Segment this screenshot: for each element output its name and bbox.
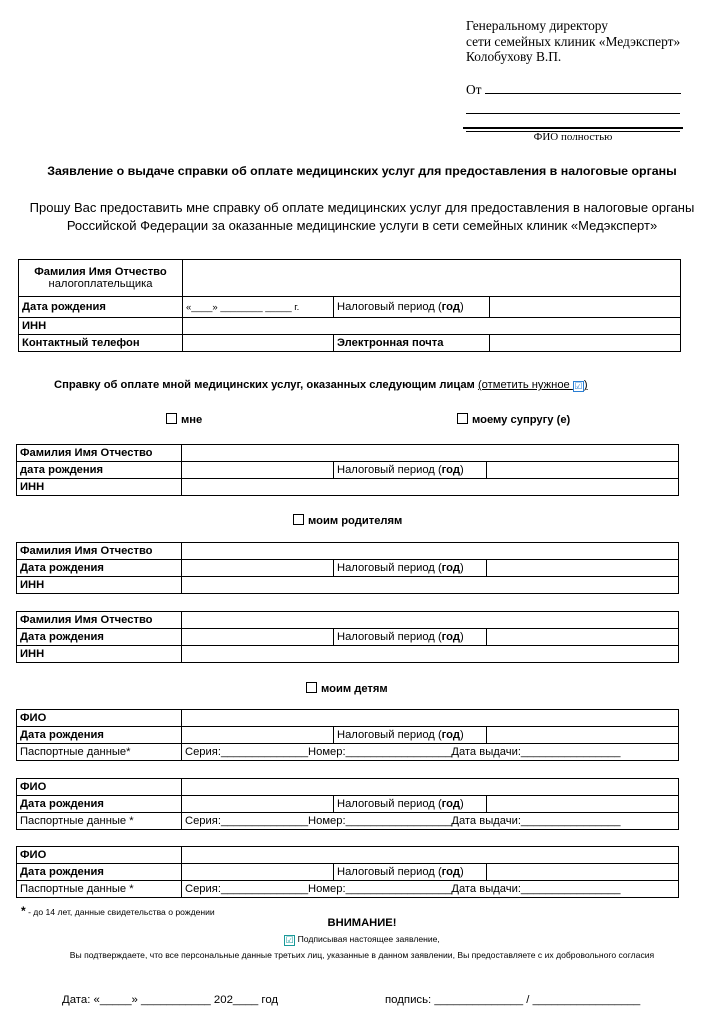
spouse-dob-field[interactable] (182, 462, 334, 479)
spouse-period-label (334, 462, 487, 479)
applicant-inn-label: ИНН (19, 318, 183, 335)
child-2-passport-field[interactable] (182, 813, 679, 830)
child-3-period-label (334, 864, 487, 881)
applicant-period-field[interactable] (490, 297, 681, 318)
choice-me-label: мне (181, 414, 203, 426)
period-year: год (441, 866, 460, 878)
child-2-period-label (334, 796, 487, 813)
child-3-fio-field[interactable] (182, 847, 679, 864)
parent-2-table (16, 611, 679, 663)
spouse-period-field[interactable] (487, 462, 679, 479)
fio-caption: ФИО полностью (463, 127, 683, 143)
persons-heading-text: Справку об оплате мной медицинских услуг, оказанных следующим лицам (54, 379, 475, 391)
parent-1-fio-label: Фамилия Имя Отчество (17, 543, 182, 560)
child-2-dob-field[interactable] (182, 796, 334, 813)
passport-series: Серия:______________ (185, 883, 309, 895)
child-3-passport-field[interactable] (182, 881, 679, 898)
passport-issued: Дата выдачи:________________ (451, 883, 621, 895)
period-pre: Налоговый период ( (337, 464, 442, 476)
choice-spouse-label: моему супругу (е) (472, 414, 571, 426)
signature-line[interactable]: подпись: ______________ / _________________ (385, 994, 641, 1006)
persons-heading (54, 379, 588, 392)
passport-issued: Дата выдачи:________________ (451, 815, 621, 827)
applicant-inn-field[interactable] (183, 318, 681, 335)
period-pre: Налоговый период ( (337, 798, 442, 810)
child-2-period-field[interactable] (487, 796, 679, 813)
spouse-table (16, 444, 679, 496)
passport-number: Номер:_________________ (308, 883, 452, 895)
parent-1-dob-label: Дата рождения (17, 560, 182, 577)
passport-number: Номер:_________________ (308, 815, 452, 827)
spouse-dob-label: дата рождения (17, 462, 182, 479)
parent-1-dob-field[interactable] (182, 560, 334, 577)
check-icon: ☑ (285, 935, 294, 945)
period-post: ) (459, 631, 464, 643)
consent-note: Вы подтверждаете, что все персональные данные третьих лиц, указанные в данном заявлении, Вы предоставляете с их добровольного согласия (69, 950, 655, 960)
period-pre: Налоговый период ( (337, 301, 442, 313)
persons-heading-note (478, 379, 588, 391)
signing-note (0, 934, 724, 946)
child-2-dob-label: Дата рождения (17, 796, 182, 813)
period-post: ) (459, 301, 464, 313)
footnote-star: * (21, 904, 26, 918)
child-2-table (16, 778, 679, 830)
child-1-table (16, 709, 679, 761)
parent-1-period-field[interactable] (487, 560, 679, 577)
child-1-passport-field[interactable] (182, 744, 679, 761)
applicant-dob-label: Дата рождения (19, 297, 183, 318)
document-title: Заявление о выдаче справки об оплате медицинских услуг для предоставления в налоговые органы (47, 164, 677, 178)
parent-2-inn-label: ИНН (17, 646, 182, 663)
period-post: ) (459, 729, 464, 741)
applicant-phone-field[interactable] (183, 335, 334, 352)
note-pre: (отметить нужное (477, 379, 573, 391)
period-pre: Налоговый период ( (337, 562, 442, 574)
addressee-line-1: Генеральному директору (466, 18, 608, 33)
checkbox-spouse[interactable] (457, 413, 468, 424)
checkbox-me[interactable] (166, 413, 177, 424)
date-line[interactable]: Дата: «_____» ___________ 202____ год (62, 994, 279, 1006)
spouse-inn-field[interactable] (182, 479, 679, 496)
choice-parents-label: моим родителям (308, 515, 403, 527)
signing-text: Подписывая настоящее заявление, (297, 934, 440, 944)
child-1-period-label (334, 727, 487, 744)
child-3-dob-field[interactable] (182, 864, 334, 881)
parent-1-inn-label: ИНН (17, 577, 182, 594)
period-year: год (441, 798, 460, 810)
period-year: год (441, 301, 460, 313)
parent-1-inn-field[interactable] (182, 577, 679, 594)
spouse-fio-field[interactable] (182, 445, 679, 462)
choice-children[interactable] (306, 682, 388, 695)
parent-2-period-field[interactable] (487, 629, 679, 646)
child-1-fio-field[interactable] (182, 710, 679, 727)
applicant-fio-sublabel: налогоплательщика (48, 278, 153, 290)
period-year: год (441, 631, 460, 643)
child-2-fio-label: ФИО (17, 779, 182, 796)
parent-2-dob-label: Дата рождения (17, 629, 182, 646)
parent-1-fio-field[interactable] (182, 543, 679, 560)
applicant-dob-field[interactable]: «____» ________ _____ г. (183, 297, 334, 318)
child-3-dob-label: Дата рождения (17, 864, 182, 881)
from-line[interactable] (466, 82, 681, 98)
applicant-email-field[interactable] (490, 335, 681, 352)
child-3-period-field[interactable] (487, 864, 679, 881)
child-3-passport-label: Паспортные данные * (17, 881, 182, 898)
parent-2-fio-label: Фамилия Имя Отчество (17, 612, 182, 629)
intro-paragraph: Прошу Вас предоставить мне справку об оплате медицинских услуг для предоставления в налоговые органы Российской Федерации за оказанные медицинские услуги в сети семейных клиник «Медэксперт» (29, 200, 695, 233)
passport-number: Номер:_________________ (308, 746, 452, 758)
period-pre: Налоговый период ( (337, 631, 442, 643)
child-1-fio-label: ФИО (17, 710, 182, 727)
passport-issued: Дата выдачи:________________ (451, 746, 621, 758)
child-1-dob-field[interactable] (182, 727, 334, 744)
child-3-table (16, 846, 679, 898)
spouse-fio-label: Фамилия Имя Отчество (17, 445, 182, 462)
child-2-fio-field[interactable] (182, 779, 679, 796)
parent-2-period-label (334, 629, 487, 646)
applicant-email-label: Электронная почта (334, 335, 490, 352)
period-pre: Налоговый период ( (337, 866, 442, 878)
parent-2-dob-field[interactable] (182, 629, 334, 646)
from-label: От (466, 81, 482, 97)
period-post: ) (459, 562, 464, 574)
note-post: ) (583, 379, 588, 391)
applicant-fio-label-cell (19, 260, 183, 297)
applicant-fio-label: Фамилия Имя Отчество (34, 266, 167, 278)
period-pre: Налоговый период ( (337, 729, 442, 741)
addressee-block (466, 18, 681, 135)
choice-parents[interactable] (293, 514, 402, 527)
footnote (21, 904, 215, 918)
attention-heading: ВНИМАНИЕ! (327, 917, 397, 929)
period-post: ) (459, 464, 464, 476)
checkbox-parents[interactable] (293, 514, 304, 525)
passport-series: Серия:______________ (185, 746, 309, 758)
parent-1-table (16, 542, 679, 594)
period-year: год (441, 729, 460, 741)
period-post: ) (459, 866, 464, 878)
checkbox-children[interactable] (306, 682, 317, 693)
applicant-phone-label: Контактный телефон (19, 335, 183, 352)
applicant-fio-field[interactable] (183, 260, 681, 297)
addressee-line-3: Колобухову В.П. (466, 49, 562, 64)
applicant-period-label (334, 297, 490, 318)
footnote-text: - до 14 лет, данные свидетельства о рождении (28, 907, 215, 917)
parent-1-period-label (334, 560, 487, 577)
passport-series: Серия:______________ (185, 815, 309, 827)
child-3-fio-label: ФИО (17, 847, 182, 864)
child-1-dob-label: Дата рождения (17, 727, 182, 744)
from-blank-2[interactable] (466, 99, 681, 118)
addressee-line-2: сети семейных клиник «Медэксперт» (466, 33, 681, 49)
period-post: ) (459, 798, 464, 810)
period-year: год (441, 464, 460, 476)
child-1-period-field[interactable] (487, 727, 679, 744)
choice-spouse[interactable] (457, 413, 570, 426)
choice-children-label: моим детям (321, 683, 388, 695)
spouse-inn-label: ИНН (17, 479, 182, 496)
choice-me[interactable] (166, 413, 202, 426)
child-2-passport-label: Паспортные данные * (17, 813, 182, 830)
check-icon: ☑ (574, 381, 583, 391)
parent-2-inn-field[interactable] (182, 646, 679, 663)
period-year: год (441, 562, 460, 574)
applicant-table (18, 259, 681, 352)
child-1-passport-label: Паспортные данные* (17, 744, 182, 761)
parent-2-fio-field[interactable] (182, 612, 679, 629)
